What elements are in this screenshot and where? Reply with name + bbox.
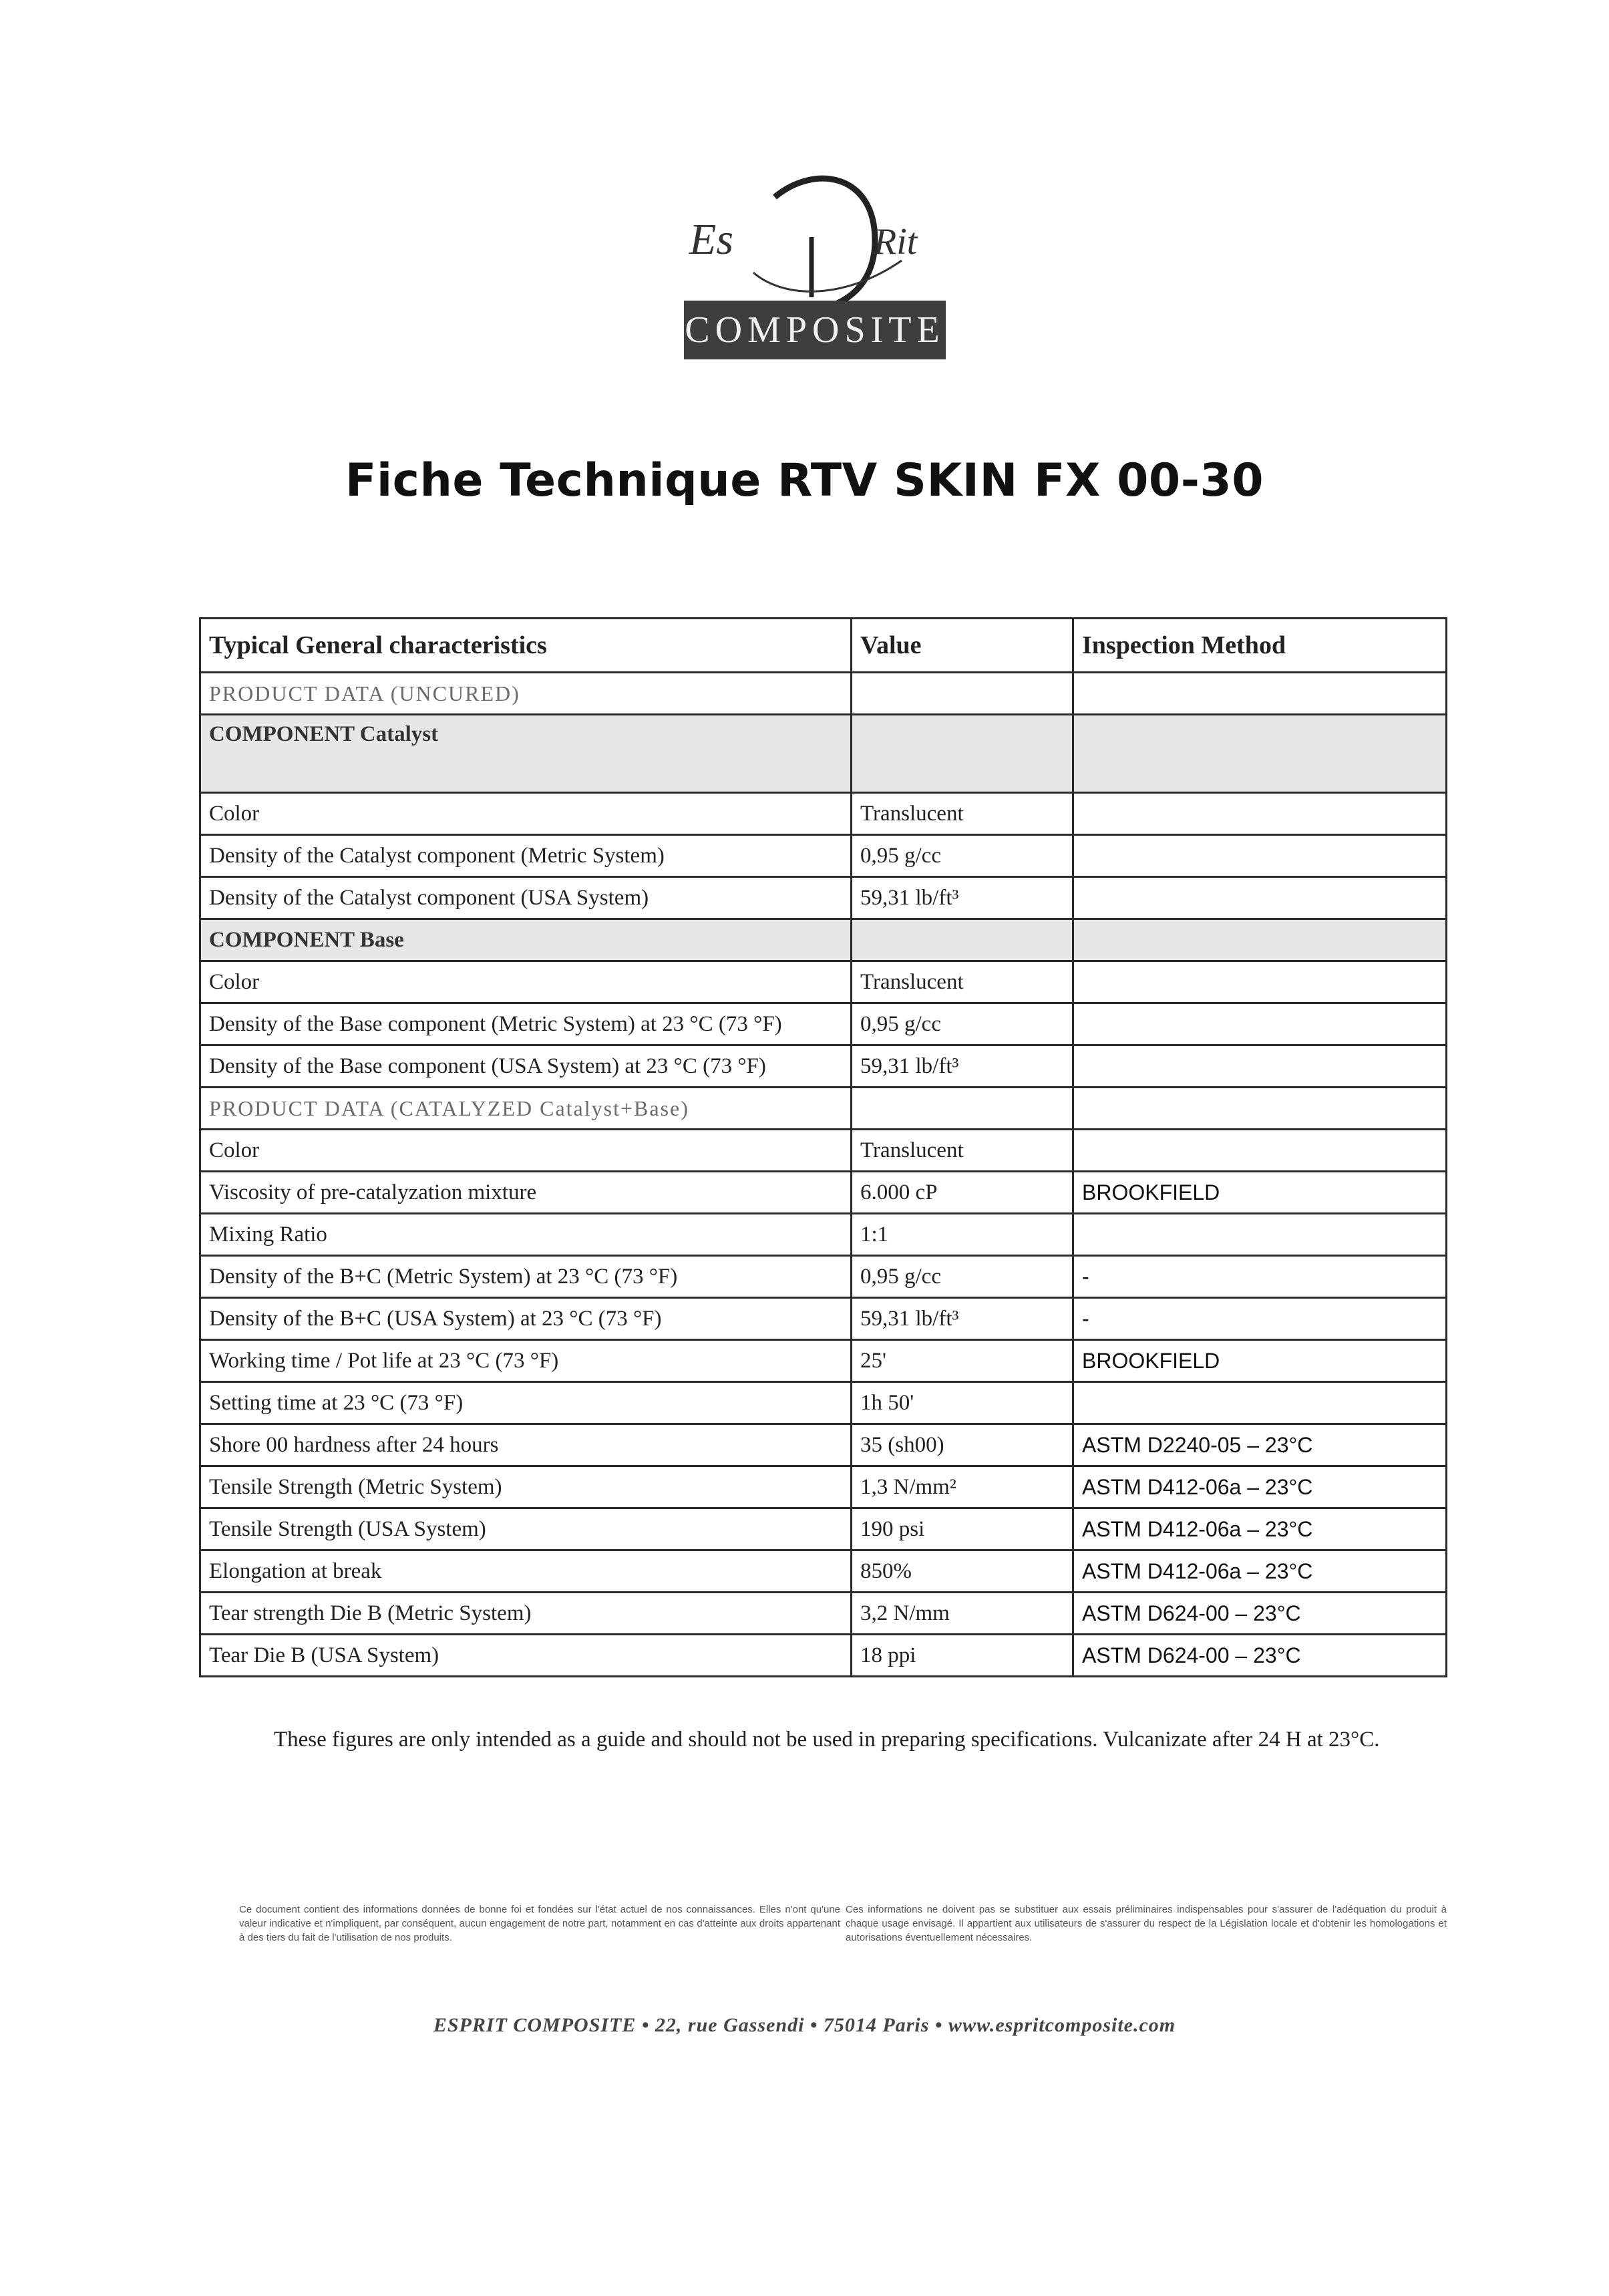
value-cell: Translucent [852,1130,1073,1172]
value-cell [852,715,1073,793]
spec-table [199,617,1447,1677]
table-row [200,1340,1447,1382]
method-cell: BROOKFIELD [1073,1340,1447,1382]
value-cell [852,673,1073,715]
method-cell [1073,1045,1447,1088]
method-cell [1073,1003,1447,1045]
table-row [200,715,1447,793]
table-row [200,1466,1447,1508]
characteristic-cell: Tear strength Die B (Metric System) [200,1593,852,1635]
characteristic-cell: Color [200,961,852,1003]
characteristic-cell: Viscosity of pre-catalyzation mixture [200,1172,852,1214]
value-cell: 6.000 cP [852,1172,1073,1214]
table-row [200,1635,1447,1677]
table-row [200,919,1447,961]
table-row [200,1424,1447,1466]
characteristic-cell: Tensile Strength (USA System) [200,1508,852,1550]
method-cell: ASTM D624-00 – 23°C [1073,1593,1447,1635]
method-cell: ASTM D412-06a – 23°C [1073,1550,1447,1593]
method-cell [1073,877,1447,919]
table-row [200,1382,1447,1424]
value-cell: 59,31 lb/ft³ [852,877,1073,919]
method-cell: ASTM D412-06a – 23°C [1073,1466,1447,1508]
table-row [200,835,1447,877]
disclaimer-note: These figures are only intended as a guide and should not be used in preparing specifications. Vulcanizate after 24 H at 23°C. [274,1728,1380,1752]
value-cell: 35 (sh00) [852,1424,1073,1466]
method-cell [1073,793,1447,835]
value-cell: 1,3 N/mm² [852,1466,1073,1508]
characteristic-cell: Elongation at break [200,1550,852,1593]
method-cell: - [1073,1256,1447,1298]
table-row [200,1508,1447,1550]
method-cell [1073,919,1447,961]
value-cell: 59,31 lb/ft³ [852,1298,1073,1340]
method-cell: ASTM D412-06a – 23°C [1073,1508,1447,1550]
svg-text:Rit: Rit [874,221,918,263]
characteristic-cell: Mixing Ratio [200,1214,852,1256]
legal-text-right: Ces informations ne doivent pas se substituer aux essais préliminaires indispensables pour s'assurer de l'adéquation du produit à chaque usage envisagé. Il appartient aux utilisateurs de s'assurer du respect de la Législation locale et d'obtenir les homologations et autorisations éventuellement nécessaires. [846,1904,1447,1943]
method-cell [1073,835,1447,877]
header-inspection-method: Inspection Method [1073,619,1447,673]
header-characteristics: Typical General characteristics [200,619,852,673]
value-cell: 59,31 lb/ft³ [852,1045,1073,1088]
method-cell: ASTM D624-00 – 23°C [1073,1635,1447,1677]
value-cell: 0,95 g/cc [852,835,1073,877]
value-cell: 190 psi [852,1508,1073,1550]
method-cell: BROOKFIELD [1073,1172,1447,1214]
method-cell: - [1073,1298,1447,1340]
characteristic-cell: Tear Die B (USA System) [200,1635,852,1677]
svg-text:COMPOSITE: COMPOSITE [685,309,945,351]
characteristic-cell: Density of the B+C (USA System) at 23 °C (73 °F) [200,1298,852,1340]
table-row [200,1130,1447,1172]
method-cell [1073,1130,1447,1172]
footer-address: ESPRIT COMPOSITE • 22, rue Gassendi • 75014 Paris • www.espritcomposite.com [433,2014,1176,2036]
value-cell: 0,95 g/cc [852,1256,1073,1298]
value-cell: 1:1 [852,1214,1073,1256]
table-row [200,1593,1447,1635]
value-cell: 0,95 g/cc [852,1003,1073,1045]
value-cell: Translucent [852,961,1073,1003]
characteristic-cell: Tensile Strength (Metric System) [200,1466,852,1508]
table-row [200,1550,1447,1593]
value-cell: 25' [852,1340,1073,1382]
legal-text-left: Ce document contient des informations données de bonne foi et fondées sur l'état actuel de nos connaissances. Elles n'ont qu'une valeur indicative et n'impliquent, par conséquent, aucun engagement de notre part, notamment en cas d'atteinte aux droits appartenant à des tiers du fait de l'utilisation de nos produits. [239,1904,840,1943]
characteristic-cell: Working time / Pot life at 23 °C (73 °F) [200,1340,852,1382]
company-logo [675,160,955,361]
table-row [200,673,1447,715]
value-cell: 3,2 N/mm [852,1593,1073,1635]
method-cell [1073,961,1447,1003]
table-row [200,1256,1447,1298]
value-cell: 850% [852,1550,1073,1593]
method-cell: ASTM D2240-05 – 23°C [1073,1424,1447,1466]
table-row [200,1172,1447,1214]
characteristic-cell: COMPONENT Catalyst [200,715,852,793]
method-cell [1073,1214,1447,1256]
characteristic-cell: Setting time at 23 °C (73 °F) [200,1382,852,1424]
method-cell [1073,715,1447,793]
header-value: Value [852,619,1073,673]
value-cell: 18 ppi [852,1635,1073,1677]
page-title: Fiche Technique RTV SKIN FX 00-30 [345,454,1264,507]
table-header-row [200,619,1447,673]
table-row [200,1214,1447,1256]
value-cell: 1h 50' [852,1382,1073,1424]
table-row [200,1088,1447,1130]
table-row [200,1045,1447,1088]
table-row [200,1003,1447,1045]
characteristic-cell: Density of the Catalyst component (USA System) [200,877,852,919]
value-cell [852,919,1073,961]
method-cell [1073,673,1447,715]
characteristic-cell: Shore 00 hardness after 24 hours [200,1424,852,1466]
svg-text:Es: Es [689,215,733,264]
characteristic-cell: Density of the Catalyst component (Metric System) [200,835,852,877]
table-row [200,793,1447,835]
characteristic-cell: Density of the Base component (Metric System) at 23 °C (73 °F) [200,1003,852,1045]
value-cell: Translucent [852,793,1073,835]
characteristic-cell: Color [200,1130,852,1172]
characteristic-cell: Color [200,793,852,835]
characteristic-cell: Density of the Base component (USA System) at 23 °C (73 °F) [200,1045,852,1088]
value-cell [852,1088,1073,1130]
characteristic-cell: COMPONENT Base [200,919,852,961]
table-row [200,877,1447,919]
characteristic-cell: PRODUCT DATA (UNCURED) [200,673,852,715]
table-row [200,961,1447,1003]
table-row [200,1298,1447,1340]
characteristic-cell: PRODUCT DATA (CATALYZED Catalyst+Base) [200,1088,852,1130]
method-cell [1073,1088,1447,1130]
characteristic-cell: Density of the B+C (Metric System) at 23 °C (73 °F) [200,1256,852,1298]
method-cell [1073,1382,1447,1424]
